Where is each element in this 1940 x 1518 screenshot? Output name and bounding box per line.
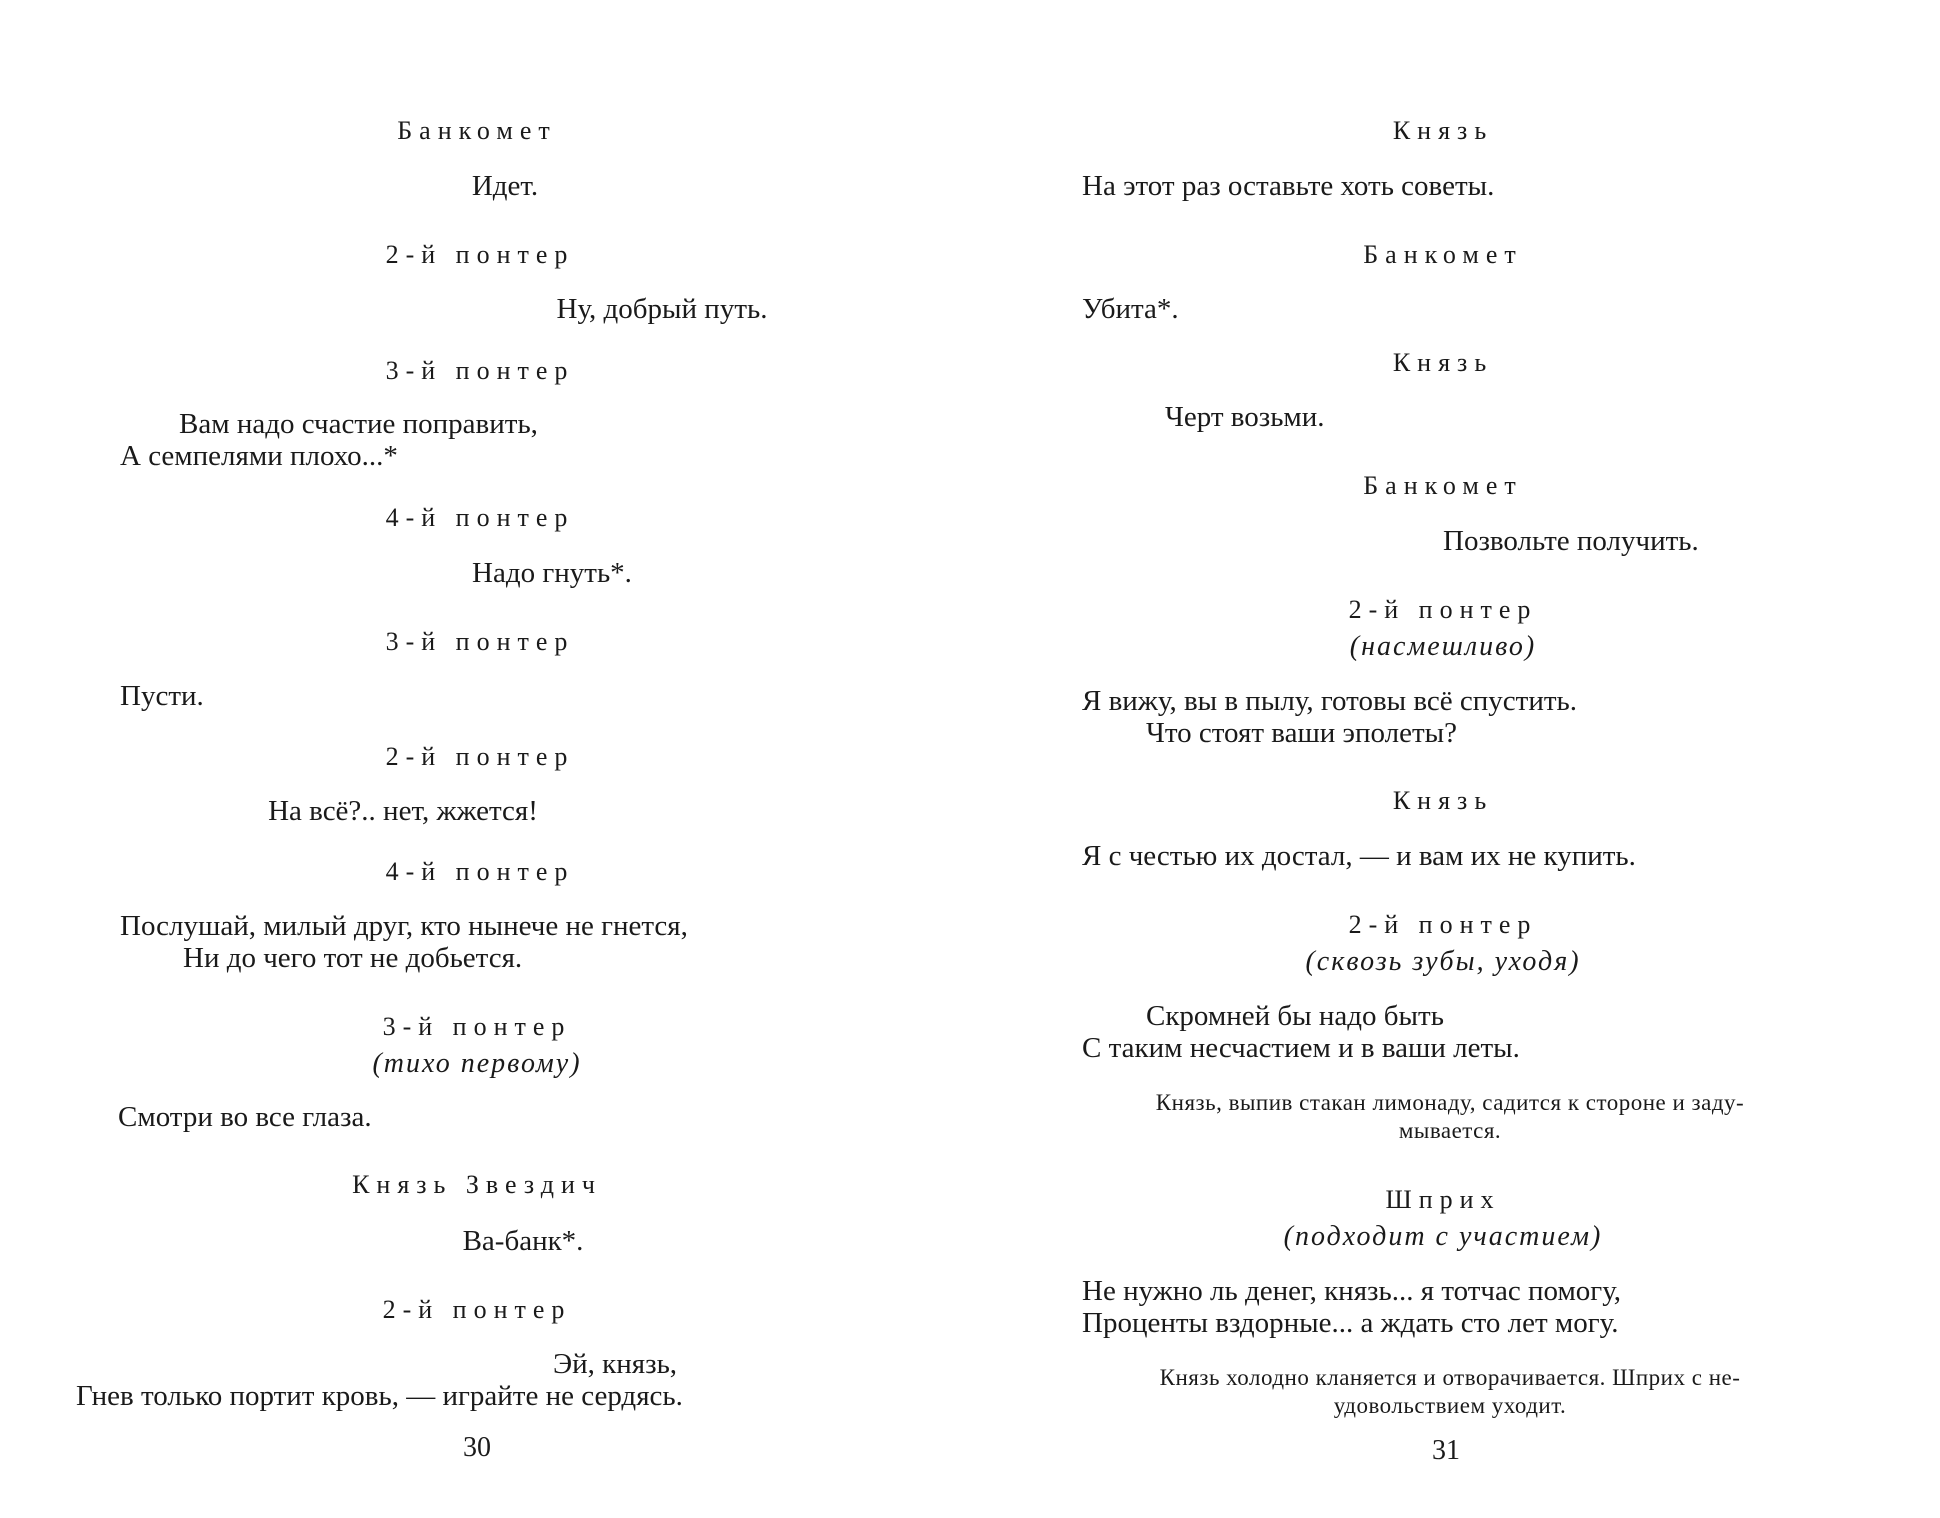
speaker-name: 3-й понтер <box>385 627 575 656</box>
stage-direction-text: удовольствием уходит. <box>1333 1393 1567 1418</box>
speech-line: Пусти. <box>120 680 204 712</box>
speech-line: Вам надо счастие поправить, <box>179 408 538 440</box>
speaker-name: 3-й понтер <box>385 356 575 385</box>
speech-line: С таким несчастием и в ваши леты. <box>1082 1032 1520 1064</box>
speech-line: Я с честью их достал, — и вам их не купить. <box>1082 840 1636 872</box>
speaker-name: 4-й понтер <box>385 857 575 886</box>
speech-line: Черт возьми. <box>1165 401 1325 433</box>
speaker-name: Банкомет <box>1363 240 1523 269</box>
speech-line: Эй, князь, <box>553 1348 678 1380</box>
speaker-name: 2-й понтер <box>385 742 575 771</box>
speech-line: Не нужно ль денег, князь... я тотчас помогу, <box>1082 1275 1622 1307</box>
speech-line: Надо гнуть*. <box>472 557 632 589</box>
speaker-name: 2-й понтер <box>1348 595 1538 624</box>
speaker-name: Князь <box>1392 786 1494 815</box>
speaker-name: 2-й понтер <box>1348 910 1538 939</box>
stage-direction: (сквозь зубы, уходя) <box>1305 946 1581 977</box>
speaker-name: 2-й понтер <box>385 240 575 269</box>
speech-line: На этот раз оставьте хоть советы. <box>1082 170 1495 202</box>
speaker-name: Банкомет <box>1363 471 1523 500</box>
speech-line: Ну, добрый путь. <box>556 293 768 325</box>
speech-line: Смотри во все глаза. <box>118 1101 372 1133</box>
stage-direction-text: мывается. <box>1398 1118 1502 1143</box>
stage-direction-text: Князь холодно кланяется и отворачивается. Шприх с не- <box>1159 1365 1741 1390</box>
speech-line: А семпелями плохо...* <box>120 440 398 472</box>
speech-line: Проценты вздорные... а ждать сто лет могу. <box>1082 1307 1619 1339</box>
speech-line: На всё?.. нет, жжется! <box>268 795 538 827</box>
speech-line: Ни до чего тот не добьется. <box>183 942 523 974</box>
speaker-name: Банкомет <box>397 116 557 145</box>
speech-line: Скромней бы надо быть <box>1146 1000 1444 1032</box>
speaker-name: Князь <box>1392 348 1494 377</box>
speech-line: Я вижу, вы в пылу, готовы всё спустить. <box>1082 685 1578 717</box>
stage-direction-text: Князь, выпив стакан лимонаду, садится к стороне и заду- <box>1155 1090 1745 1115</box>
speaker-name: Князь <box>1392 116 1494 145</box>
stage-direction: (тихо первому) <box>372 1048 582 1079</box>
speaker-name: 4-й понтер <box>385 503 575 532</box>
speech-line: Ва-банк*. <box>462 1225 584 1257</box>
speaker-name: Князь Звездич <box>352 1170 602 1199</box>
speech-line: Позвольте получить. <box>1443 525 1699 557</box>
speech-line: Гнев только портит кровь, — играйте не сердясь. <box>76 1380 683 1412</box>
speaker-name: 2-й понтер <box>382 1295 572 1324</box>
stage-direction: (подходит с участием) <box>1283 1221 1603 1252</box>
speaker-name: Шприх <box>1385 1185 1501 1214</box>
speech-line: Идет. <box>471 170 539 202</box>
stage-direction: (насмешливо) <box>1349 631 1537 662</box>
right-page <box>970 0 1940 1518</box>
page-number: 30 <box>463 1432 491 1463</box>
speech-line: Послушай, милый друг, кто нынече не гнется, <box>120 910 688 942</box>
speaker-name: 3-й понтер <box>382 1012 572 1041</box>
page-number: 31 <box>1432 1435 1460 1466</box>
speech-line: Что стоят ваши эполеты? <box>1146 717 1457 749</box>
speech-line: Убита*. <box>1082 293 1179 325</box>
